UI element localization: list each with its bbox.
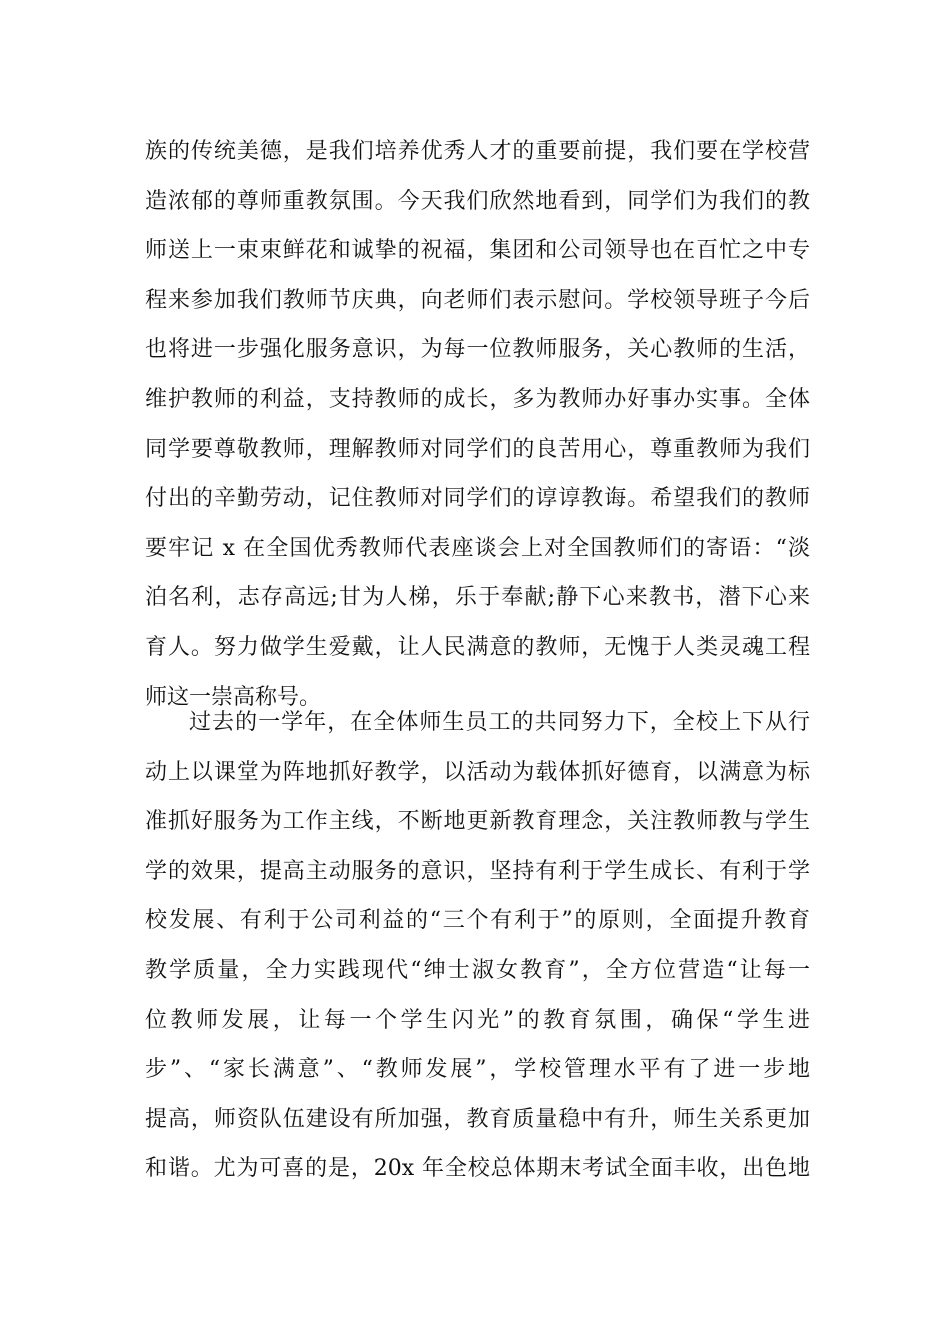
text-line: 教学质量，全力实践现代“绅士淑女教育”，全方位营造“让每一 (145, 957, 810, 983)
text-line: 动上以课堂为阵地抓好教学，以活动为载体抓好德育，以满意为标 (145, 759, 810, 785)
paragraph-2 (145, 698, 810, 1194)
text-line: 步”、“家长满意”、“教师发展”，学校管理水平有了进一步地 (145, 1057, 810, 1083)
text-line: 也将进一步强化服务意识，为每一位教师服务，关心教师的生活， (145, 337, 810, 363)
text-line: 师送上一束束鲜花和诚挚的祝福，集团和公司领导也在百忙之中专 (145, 238, 810, 264)
text-line: 程来参加我们教师节庆典，向老师们表示慰问。学校领导班子今后 (145, 287, 810, 313)
text-line: 和谐。尤为可喜的是，20x 年全校总体期末考试全面丰收，出色地 (145, 1156, 810, 1182)
text-line: 付出的辛勤劳动，记住教师对同学们的谆谆教诲。希望我们的教师 (145, 486, 810, 512)
text-line: 校发展、有利于公司利益的“三个有利于”的原则，全面提升教育 (145, 908, 810, 934)
text-line: 同学要尊敬教师，理解教师对同学们的良苦用心，尊重教师为我们 (145, 436, 810, 462)
text-line: 师这一崇高称号。 (145, 684, 322, 710)
text-line: 造浓郁的尊师重教氛围。今天我们欣然地看到，同学们为我们的教 (145, 188, 810, 214)
text-line: 位教师发展，让每一个学生闪光”的教育氛围，确保“学生进 (145, 1007, 810, 1033)
text-line: 维护教师的利益，支持教师的成长，多为教师办好事办实事。全体 (145, 386, 810, 412)
paragraph-1 (145, 127, 810, 722)
text-line: 准抓好服务为工作主线，不断地更新教育理念，关注教师教与学生 (145, 809, 810, 835)
text-line: 族的传统美德，是我们培养优秀人才的重要前提，我们要在学校营 (145, 139, 810, 164)
text-line: 要牢记 x 在全国优秀教师代表座谈会上对全国教师们的寄语：“淡 (145, 535, 810, 561)
text-line: 育人。努力做学生爱戴，让人民满意的教师，无愧于人类灵魂工程 (145, 634, 810, 660)
text-line: 提高，师资队伍建设有所加强，教育质量稳中有升，师生关系更加 (145, 1106, 810, 1132)
text-line: 学的效果，提高主动服务的意识，坚持有利于学生成长、有利于学 (145, 858, 810, 884)
text-line: 泊名利，志存高远;甘为人梯，乐于奉献;静下心来教书，潜下心来 (145, 585, 810, 611)
text-line: 过去的一学年，在全体师生员工的共同努力下，全校上下从行 (189, 710, 810, 735)
